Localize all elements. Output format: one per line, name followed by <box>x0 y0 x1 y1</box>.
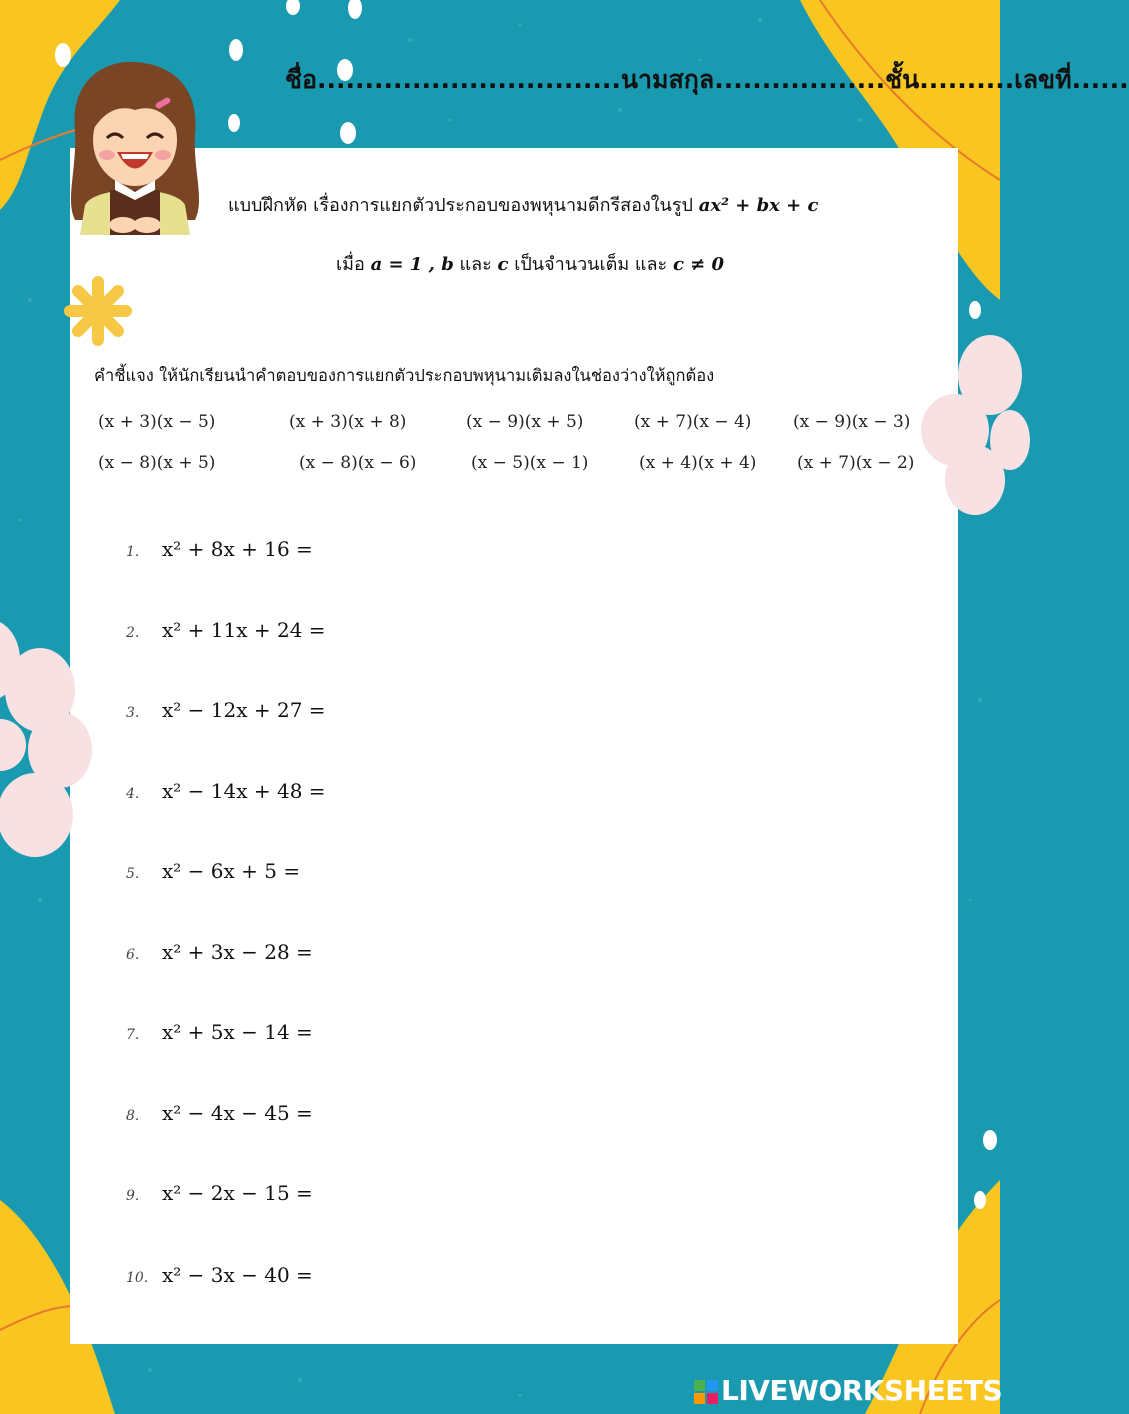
question-item <box>126 1263 313 1287</box>
choice-item: (x + 3)(x − 5) <box>98 412 216 432</box>
choice-item: (x − 9)(x − 3) <box>793 412 911 432</box>
choice-item: (x + 7)(x − 2) <box>797 453 915 473</box>
question-expression: x² − 2x − 15 = <box>162 1181 313 1205</box>
question-item <box>126 537 313 561</box>
question-number: 3. <box>126 705 140 721</box>
subtitle-c: c <box>497 254 509 275</box>
instructions-text: คำชี้แจง ให้นักเรียนนำคำตอบของการแยกตัวประกอบพหุนามเติมลงในช่องว่างให้ถูกต้อง <box>94 366 715 385</box>
girl-character-icon <box>55 60 215 235</box>
question-item <box>126 698 326 722</box>
question-number: 1. <box>126 544 140 560</box>
question-number: 7. <box>126 1027 140 1043</box>
question-expression: x² − 4x − 45 = <box>162 1101 313 1125</box>
logo-text: LIVEWORKSHEETS <box>721 1374 1003 1407</box>
choice-item: (x − 8)(x + 5) <box>98 453 216 473</box>
title-text: แบบฝึกหัด เรื่องการแยกตัวประกอบของพหุนามดีกรีสองในรูป <box>228 195 693 216</box>
question-expression: x² − 3x − 40 = <box>162 1263 313 1287</box>
worksheet-title <box>228 190 928 219</box>
question-expression: x² + 5x − 14 = <box>162 1020 313 1044</box>
question-item <box>126 1181 313 1205</box>
subtitle-c-neq: c ≠ 0 <box>672 254 725 275</box>
title-formula: ax² + bx + c <box>698 195 819 216</box>
subtitle-comma: , <box>422 254 442 275</box>
choice-item: (x + 4)(x + 4) <box>639 453 757 473</box>
liveworksheets-logo[interactable] <box>694 1374 1002 1406</box>
question-expression: x² + 8x + 16 = <box>162 537 313 561</box>
question-expression: x² − 14x + 48 = <box>162 779 326 803</box>
flower-right-icon <box>921 335 1030 515</box>
question-number: 5. <box>126 866 140 882</box>
choice-item: (x − 9)(x + 5) <box>466 412 584 432</box>
choice-item: (x − 5)(x − 1) <box>471 453 589 473</box>
question-item <box>126 618 326 642</box>
choice-item: (x + 7)(x − 4) <box>634 412 752 432</box>
question-number: 8. <box>126 1108 140 1124</box>
question-item <box>126 940 313 964</box>
subtitle-when: เมื่อ <box>336 254 365 275</box>
question-expression: x² + 11x + 24 = <box>162 618 326 642</box>
question-item <box>126 1101 313 1125</box>
question-expression: x² − 12x + 27 = <box>162 698 326 722</box>
question-expression: x² + 3x − 28 = <box>162 940 313 964</box>
worksheet-subtitle <box>336 249 856 278</box>
question-number: 4. <box>126 786 140 802</box>
star-icon <box>70 282 126 340</box>
question-expression: x² − 6x + 5 = <box>162 859 301 883</box>
logo-badge-icon <box>694 1380 718 1404</box>
question-item <box>126 779 326 803</box>
question-number: 2. <box>126 625 140 641</box>
choice-item: (x + 3)(x + 8) <box>289 412 407 432</box>
subtitle-a: a = 1 <box>370 254 423 275</box>
student-info-line: ชื่อ................................นามสกุล..................ชั้น..........เลขที่...... <box>285 65 1129 94</box>
question-number: 6. <box>126 947 140 963</box>
flower-left-icon <box>0 620 92 857</box>
subtitle-middle: เป็นจำนวนเต็ม และ <box>508 254 673 275</box>
question-number: 9. <box>126 1188 140 1204</box>
question-item <box>126 1020 313 1044</box>
subtitle-b: b <box>441 254 454 275</box>
question-item <box>126 859 300 883</box>
subtitle-and: และ <box>453 254 498 275</box>
choice-item: (x − 8)(x − 6) <box>299 453 417 473</box>
question-number: 10. <box>126 1270 149 1286</box>
